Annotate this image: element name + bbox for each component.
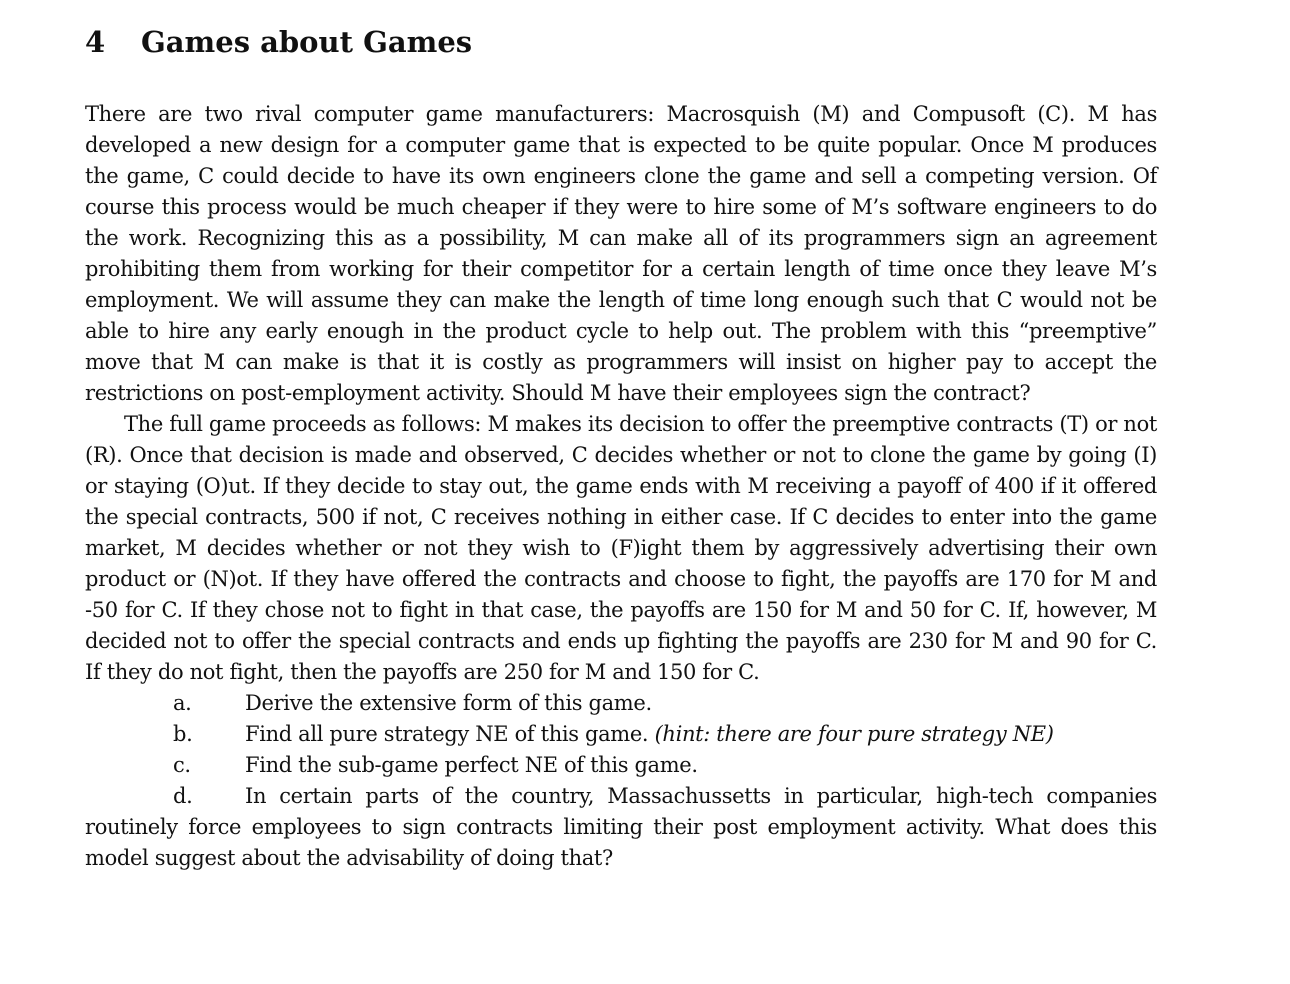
question-d (85, 781, 1157, 874)
section-number: 4 (85, 25, 106, 59)
section-title: Games about Games (141, 25, 473, 59)
section-heading (85, 22, 1157, 62)
question-b-hint: (hint: there are four pure strategy NE) (654, 722, 1054, 746)
document-page (85, 22, 1157, 874)
game-description-paragraph: The full game proceeds as follows: M makes its decision to offer the preemptive contracts (T) or not (R). Once that decision is made and observed, C decides whether or not to clone the game by going (I) or staying (O)ut. If they decide to stay out, the game ends with M receiving a payoff of 400 if it offered the special contracts, 500 if not, C receives nothing in either case. If C decides to enter into the game market, M decides whether or not they wish to (F)ight them by aggressively advertising their own product or (N)ot. If they have offered the contracts and choose to fight, the payoffs are 170 for M and -50 for C. If they chose not to fight in that case, the payoffs are 150 for M and 50 for C. If, however, M decided not to offer the special contracts and ends up fighting the payoffs are 230 for M and 90 for C. If they do not fight, then the payoffs are 250 for M and 150 for C. (85, 412, 1157, 684)
question-b-body (245, 719, 1157, 750)
question-a (85, 688, 1157, 719)
question-d-text: In certain parts of the country, Massachussetts in particular, high-tech companies routinely force employees to sign contracts limiting their post employment activity. What does this model suggest about the advisability of doing that? (85, 784, 1157, 870)
question-d-label: d. (173, 784, 193, 808)
question-c-label: c. (173, 753, 191, 777)
question-a-label: a. (173, 691, 192, 715)
question-b-text: Find all pure strategy NE of this game. (245, 722, 649, 746)
question-c (85, 750, 1157, 781)
question-b-label: b. (173, 722, 193, 746)
question-c-text: Find the sub-game perfect NE of this game. (245, 753, 698, 777)
question-b (85, 719, 1157, 750)
question-a-text: Derive the extensive form of this game. (245, 691, 652, 715)
intro-paragraph: There are two rival computer game manufacturers: Macrosquish (M) and Compusoft (C). M has developed a new design for a computer game that is expected to be quite popular. Once M produces the game, C could decide to have its own engineers clone the game and sell a competing version. Of course this process would be much cheaper if they were to hire some of M’s software engineers to do the work. Recognizing this as a possibility, M can make all of its programmers sign an agreement prohibiting them from working for their competitor for a certain length of time once they leave M’s employment. We will assume they can make the length of time long enough such that C would not be able to hire any early enough in the product cycle to help out. The problem with this “preemptive” move that M can make is that it is costly as programmers will insist on higher pay to accept the restrictions on post-employment activity. Should M have their employees sign the contract? (85, 102, 1157, 405)
